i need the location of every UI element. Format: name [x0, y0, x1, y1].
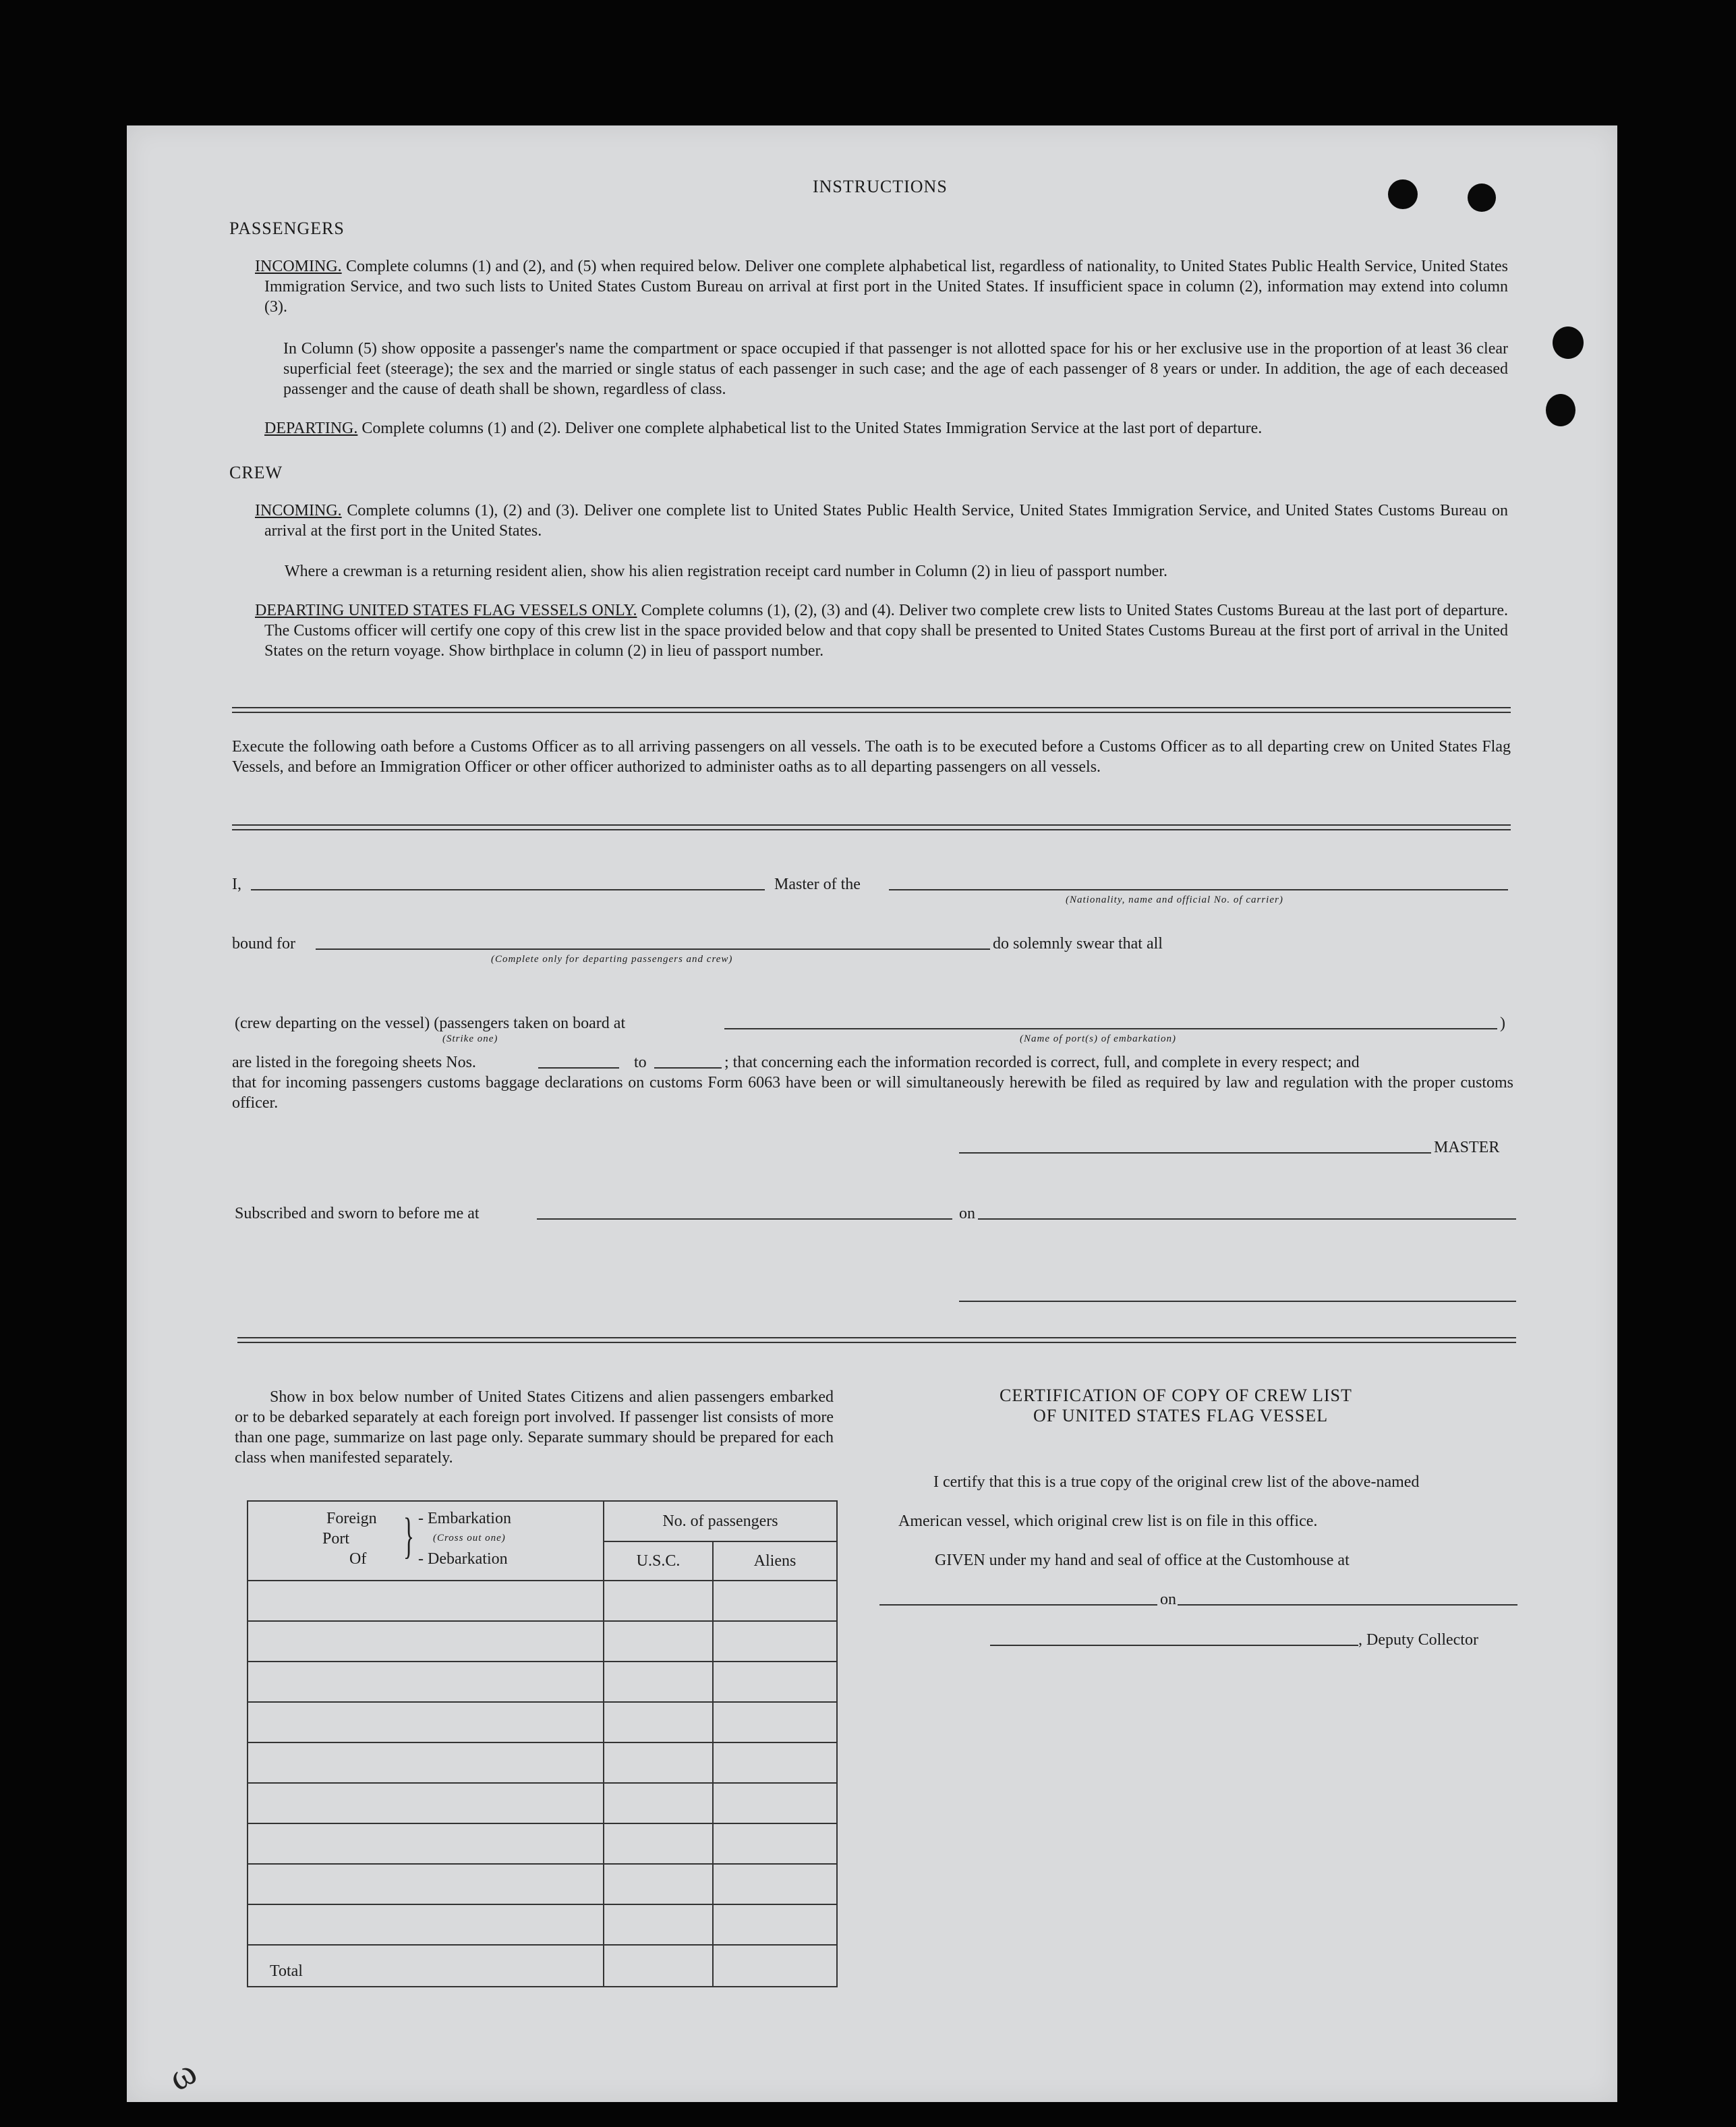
certification-line-3: GIVEN under my hand and seal of office at the Customhouse at [935, 1552, 1350, 1569]
crew-departing-label: DEPARTING UNITED STATES FLAG VESSELS ONLY. [255, 602, 637, 619]
punch-hole [1388, 179, 1418, 209]
crew-departing-text: (crew departing on the vessel) (passengers taken on board at [235, 1015, 626, 1032]
deputy-signature-field[interactable] [990, 1645, 1358, 1646]
divider [237, 1337, 1516, 1343]
crew-resident-paragraph: Where a crewman is a returning resident alien, show his alien registration receipt card number in Column (2) in lieu of passport number. [285, 563, 1167, 580]
aliens-cell[interactable] [713, 1621, 837, 1662]
embarkation-hint: (Name of port(s) of embarkation) [1020, 1033, 1176, 1044]
usc-cell[interactable] [604, 1783, 713, 1823]
table-row [248, 1621, 837, 1662]
punch-hole [1468, 183, 1496, 212]
passenger-summary-table [247, 1500, 838, 1987]
cross-out-hint: (Cross out one) [433, 1533, 506, 1543]
strike-one-hint: (Strike one) [442, 1033, 498, 1044]
listed-pre: are listed in the foregoing sheets Nos. [232, 1054, 476, 1071]
crew-title: CREW [229, 463, 283, 482]
divider [232, 824, 1511, 830]
sworn-on-label: on [959, 1205, 975, 1222]
crew-incoming-paragraph [255, 501, 1508, 541]
divider [232, 707, 1511, 713]
carrier-hint: (Nationality, name and official No. of carrier) [1066, 895, 1283, 905]
foreign-label: Foreign [326, 1510, 377, 1527]
port-cell[interactable] [248, 1662, 604, 1702]
close-paren: ) [1500, 1015, 1505, 1032]
carrier-field[interactable] [889, 889, 1508, 890]
usc-cell[interactable] [604, 1823, 713, 1864]
passengers-departing-text: Complete columns (1) and (2). Deliver one complete alphabetical list to the United States Immigration Service at the last port of departure. [357, 420, 1263, 437]
aliens-total-cell[interactable] [713, 1945, 837, 1987]
crew-incoming-label: INCOMING. [255, 502, 342, 519]
punch-hole [1546, 394, 1575, 426]
crew-departing-text: Complete columns (1), (2), (3) and (4). Deliver two complete crew lists to United States Customs Bureau at the last port of departure. The Customs officer will certify one copy of this crew list in the space provided below and that copy shall be presented to United States Customs Bureau at the first port of arrival in the United States on the return voyage. Show birthplace in column (2) in lieu of passport number. [264, 602, 1508, 660]
debarkation-label: - Debarkation [418, 1550, 508, 1568]
swear-text: do solemnly swear that all [993, 935, 1163, 953]
embarkation-label: - Embarkation [418, 1510, 511, 1527]
usc-header: U.S.C. [604, 1541, 713, 1581]
passengers-incoming-paragraph [255, 256, 1508, 317]
total-label: Total [248, 1945, 604, 1987]
usc-cell[interactable] [604, 1742, 713, 1783]
aliens-cell[interactable] [713, 1662, 837, 1702]
usc-cell[interactable] [604, 1662, 713, 1702]
aliens-cell[interactable] [713, 1864, 837, 1904]
usc-cell[interactable] [604, 1621, 713, 1662]
aliens-cell[interactable] [713, 1783, 837, 1823]
form-page [127, 125, 1617, 2102]
usc-cell[interactable] [604, 1581, 713, 1621]
usc-cell[interactable] [604, 1864, 713, 1904]
master-of-the-label: Master of the [774, 876, 861, 893]
certification-line-2: American vessel, which original crew list is on file in this office. [898, 1512, 1318, 1530]
aliens-cell[interactable] [713, 1823, 837, 1864]
crew-incoming-text: Complete columns (1), (2) and (3). Deliver one complete list to United States Public Health Service, United States Immigration Service, and United States Customs Bureau on arrival at the first port in the United States. [264, 502, 1508, 540]
master-label: MASTER [1434, 1139, 1500, 1156]
master-name-field[interactable] [251, 889, 765, 890]
passengers-departing-paragraph [264, 418, 1512, 438]
oath-instruction: Execute the following oath before a Customs Officer as to all arriving passengers on all vessels. The oath is to be executed before a Customs Officer as to all departing crew on United States Flag Vessels, and before an Immigration Officer or other officer authorized to administer oaths as to all departing passengers on all vessels. [232, 738, 1511, 776]
port-cell[interactable] [248, 1742, 604, 1783]
port-cell[interactable] [248, 1783, 604, 1823]
certification-on-label: on [1160, 1591, 1176, 1608]
crew-departing-paragraph [255, 600, 1508, 661]
usc-cell[interactable] [604, 1702, 713, 1742]
officer-signature-field[interactable] [959, 1301, 1516, 1302]
aliens-cell[interactable] [713, 1742, 837, 1783]
embarkation-port-field[interactable] [724, 1028, 1497, 1029]
passengers-column5-paragraph: In Column (5) show opposite a passenger's name the compartment or space occupied if that passenger is not allotted space for his or her exclusive use in the proportion of at least 36 clear superficial feet (steerage); the sex and the married or single status of each passenger in such case; and the age of each passenger of 8 years or under. In addition, the age of each deceased passenger and the cause of death shall be shown, regardless of class. [283, 340, 1508, 398]
summary-instruction: Show in box below number of United States Citizens and alien passengers embarked or to be debarked separately at each foreign port involved. If passenger list consists of more than one page, summarize on last page only. Separate summary should be prepared for each class when manifested separately. [235, 1388, 834, 1467]
master-signature-field[interactable] [959, 1152, 1431, 1154]
certification-title-1: CERTIFICATION OF COPY OF CREW LIST [1000, 1386, 1352, 1405]
port-label: Port [322, 1530, 350, 1548]
total-row [248, 1945, 837, 1987]
port-cell[interactable] [248, 1904, 604, 1945]
bound-for-field[interactable] [316, 948, 990, 950]
table-row [248, 1742, 837, 1783]
usc-total-cell[interactable] [604, 1945, 713, 1987]
port-cell[interactable] [248, 1702, 604, 1742]
sheet-to-field[interactable] [654, 1067, 722, 1069]
of-label: Of [349, 1550, 367, 1568]
usc-cell[interactable] [604, 1904, 713, 1945]
passengers-title: PASSENGERS [229, 219, 345, 238]
passengers-incoming-text: Complete columns (1) and (2), and (5) when required below. Deliver one complete alphabetical list, regardless of nationality, to United States Public Health Service, United States Immigration Service, and two such lists to United States Custom Bureau on arrival at first port in the United States. If insufficient space in column (2), information may extend into column (3). [264, 258, 1508, 316]
bound-for-label: bound for [232, 935, 295, 953]
table-row [248, 1823, 837, 1864]
port-cell[interactable] [248, 1581, 604, 1621]
table-row [248, 1581, 837, 1621]
certification-date-field[interactable] [1178, 1604, 1517, 1606]
aliens-header: Aliens [713, 1541, 837, 1581]
table-row [248, 1904, 837, 1945]
sheet-from-field[interactable] [538, 1067, 619, 1069]
brace: } [403, 1508, 414, 1564]
sworn-place-field[interactable] [537, 1218, 952, 1220]
port-cell[interactable] [248, 1621, 604, 1662]
table-row [248, 1662, 837, 1702]
handwritten-mark: ω [161, 2050, 204, 2100]
oath-i-label: I, [232, 876, 241, 893]
certification-title-2: OF UNITED STATES FLAG VESSEL [1033, 1406, 1329, 1425]
table-row [248, 1864, 837, 1904]
passengers-header-cell: No. of passengers [604, 1501, 837, 1541]
port-cell[interactable] [248, 1864, 604, 1904]
aliens-cell[interactable] [713, 1904, 837, 1945]
customhouse-field[interactable] [879, 1604, 1157, 1606]
aliens-cell[interactable] [713, 1702, 837, 1742]
punch-hole [1553, 327, 1584, 359]
subscribed-label: Subscribed and sworn to before me at [235, 1205, 480, 1222]
passengers-incoming-label: INCOMING. [255, 258, 342, 275]
passengers-departing-label: DEPARTING. [264, 420, 358, 437]
listed-post: ; that concerning each the information recorded is correct, full, and complete in every respect; and [724, 1054, 1360, 1071]
instructions-heading: INSTRUCTIONS [813, 177, 948, 196]
listed-to: to [634, 1054, 647, 1071]
table-row [248, 1702, 837, 1742]
port-cell[interactable] [248, 1823, 604, 1864]
table-row [248, 1783, 837, 1823]
aliens-cell[interactable] [713, 1581, 837, 1621]
port-header-cell [248, 1501, 604, 1581]
listed-text-2: that for incoming passengers customs baggage declarations on customs Form 6063 have been or will simultaneously herewith be filed as required by law and regulation with the proper customs officer. [232, 1074, 1513, 1112]
bound-hint: (Complete only for departing passengers and crew) [491, 954, 733, 965]
sworn-date-field[interactable] [978, 1218, 1516, 1220]
deputy-collector-label: , Deputy Collector [1358, 1631, 1478, 1649]
certification-line-1: I certify that this is a true copy of the original crew list of the above-named [933, 1473, 1420, 1491]
